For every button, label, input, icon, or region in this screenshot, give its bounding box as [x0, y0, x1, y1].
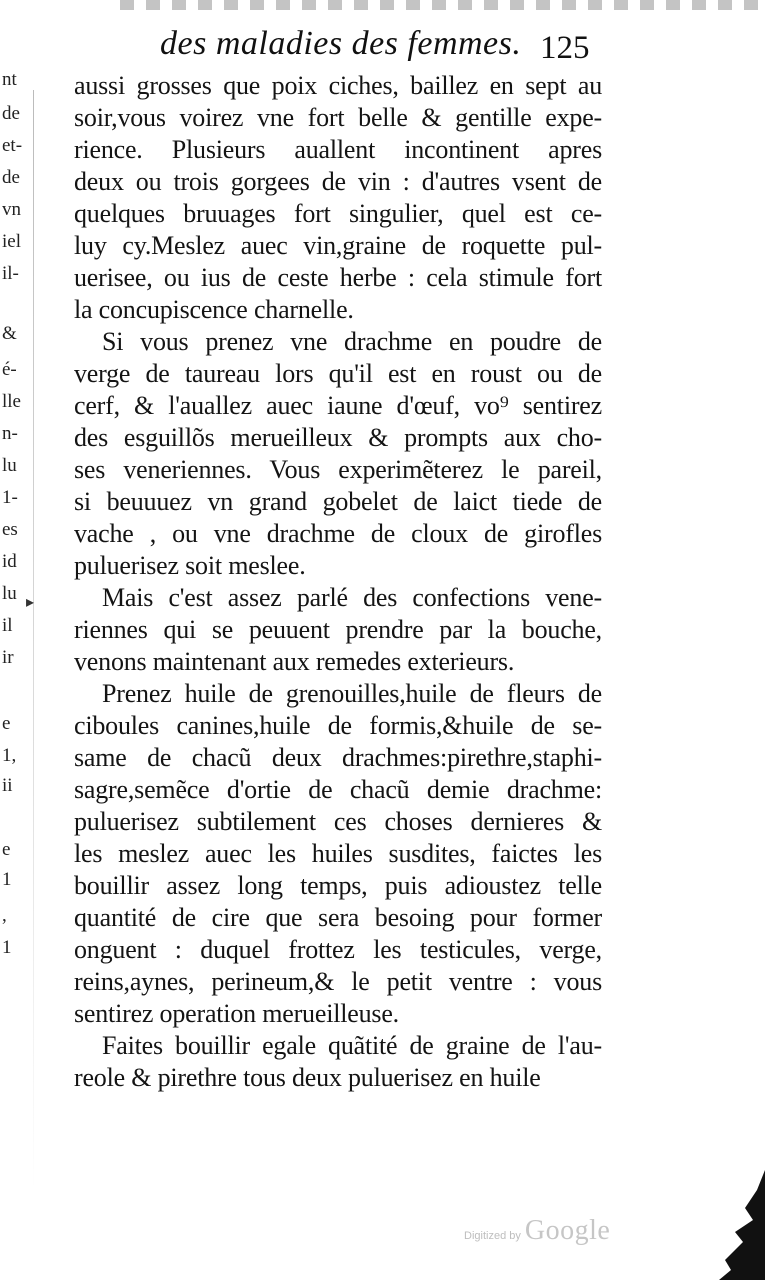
- gutter-fragment: il: [2, 615, 13, 636]
- text-line: puluerisez soit meslee.: [74, 551, 306, 580]
- text-line: Prenez huile de grenouilles,huile de fleurs de: [102, 679, 602, 708]
- text-line: puluerisez subtilement ces choses dernieres &: [74, 807, 602, 836]
- text-line: soir,vous voirez vne fort belle & gentille expe-: [74, 103, 602, 132]
- gutter-fragment: lu: [2, 455, 17, 476]
- torn-corner-ornament: [705, 1170, 765, 1280]
- cropped-top-line: [120, 0, 765, 10]
- gutter-fragment: iel: [2, 231, 21, 252]
- gutter-fragment: il-: [2, 263, 19, 284]
- gutter-shadow: [33, 90, 34, 1190]
- text-line: quelques bruuages fort singulier, quel est ce-: [74, 199, 602, 228]
- gutter-fragment: 1: [2, 937, 12, 958]
- text-line: bouillir assez long temps, puis adioustez telle: [74, 871, 602, 900]
- gutter-fragment: ,: [2, 905, 7, 926]
- gutter-fragment: lu: [2, 583, 17, 604]
- gutter-fragment: ir: [2, 647, 14, 668]
- text-line: ses veneriennes. Vous experimẽterez le pareil,: [74, 455, 602, 484]
- text-line: onguent : duquel frottez les testicules, verge,: [74, 935, 602, 964]
- watermark-prefix: Digitized by: [464, 1230, 521, 1242]
- text-line: Faites bouillir egale quãtité de graine de l'au-: [102, 1031, 602, 1060]
- gutter-fragment: é-: [2, 359, 17, 380]
- text-line: Mais c'est assez parlé des confections vene-: [102, 583, 602, 612]
- text-line: vache , ou vne drachme de cloux de girofles: [74, 519, 602, 548]
- google-logo: Google: [524, 1215, 611, 1246]
- text-line: reins,aynes, perineum,& le petit ventre : vous: [74, 967, 602, 996]
- gutter-fragment: 1: [2, 869, 12, 890]
- margin-mark: ▸: [26, 592, 35, 611]
- running-head: des maladies des femmes.: [160, 25, 522, 62]
- body-text: [74, 70, 602, 1094]
- gutter-fragment: e: [2, 713, 11, 734]
- text-line: la concupiscence charnelle.: [74, 295, 354, 324]
- gutter-fragment: de: [2, 103, 20, 124]
- text-line: les meslez auec les huiles susdites, faictes les: [74, 839, 602, 868]
- text-line: quantité de cire que sera besoing pour former: [74, 903, 602, 932]
- text-line: verge de taureau lors qu'il est en roust ou de: [74, 359, 602, 388]
- text-line: Si vous prenez vne drachme en poudre de: [102, 327, 602, 356]
- text-line: riennes qui se peuuent prendre par la bouche,: [74, 615, 602, 644]
- gutter-fragment: id: [2, 551, 17, 572]
- text-line: deux ou trois gorgees de vin : d'autres vsent de: [74, 167, 602, 196]
- gutter-fragment: n-: [2, 423, 18, 444]
- digitized-watermark: [464, 1215, 610, 1247]
- text-line: aussi grosses que poix ciches, baillez en sept au: [74, 71, 602, 100]
- text-line: sentirez operation merueilleuse.: [74, 999, 399, 1028]
- gutter-fragment: de: [2, 167, 20, 188]
- gutter-fragment: vn: [2, 199, 21, 220]
- gutter-fragment: lle: [2, 391, 21, 412]
- gutter-fragment: 1,: [2, 745, 17, 766]
- gutter-fragment: e: [2, 839, 11, 860]
- text-line: uerisee, ou ius de ceste herbe : cela stimule fort: [74, 263, 602, 292]
- text-line: luy cy.Meslez auec vin,graine de roquette pul-: [74, 231, 602, 260]
- text-line: sagre,semẽce d'ortie de chacũ demie drachme:: [74, 775, 602, 804]
- gutter-fragment: et-: [2, 135, 23, 156]
- gutter-fragment: nt: [2, 69, 17, 90]
- text-line: same de chacũ deux drachmes:pirethre,staphi-: [74, 743, 602, 772]
- gutter-fragment: ii: [2, 775, 13, 796]
- gutter-fragment: 1-: [2, 487, 18, 508]
- text-line: rience. Plusieurs auallent incontinent apres: [74, 135, 602, 164]
- text-line: cerf, & l'auallez auec iaune d'œuf, vo⁹ sentirez: [74, 391, 602, 420]
- gutter-fragment: es: [2, 519, 18, 540]
- text-line: venons maintenant aux remedes exterieurs.: [74, 647, 515, 676]
- text-line: ciboules canines,huile de formis,&huile de se-: [74, 711, 602, 740]
- text-line: des esguillõs merueilleux & prompts aux cho-: [74, 423, 602, 452]
- text-line: si beuuuez vn grand gobelet de laict tiede de: [74, 487, 602, 516]
- text-line: reole & pirethre tous deux puluerisez en huile: [74, 1063, 541, 1092]
- page-number: 125: [540, 30, 590, 66]
- gutter-fragment: &: [2, 323, 17, 344]
